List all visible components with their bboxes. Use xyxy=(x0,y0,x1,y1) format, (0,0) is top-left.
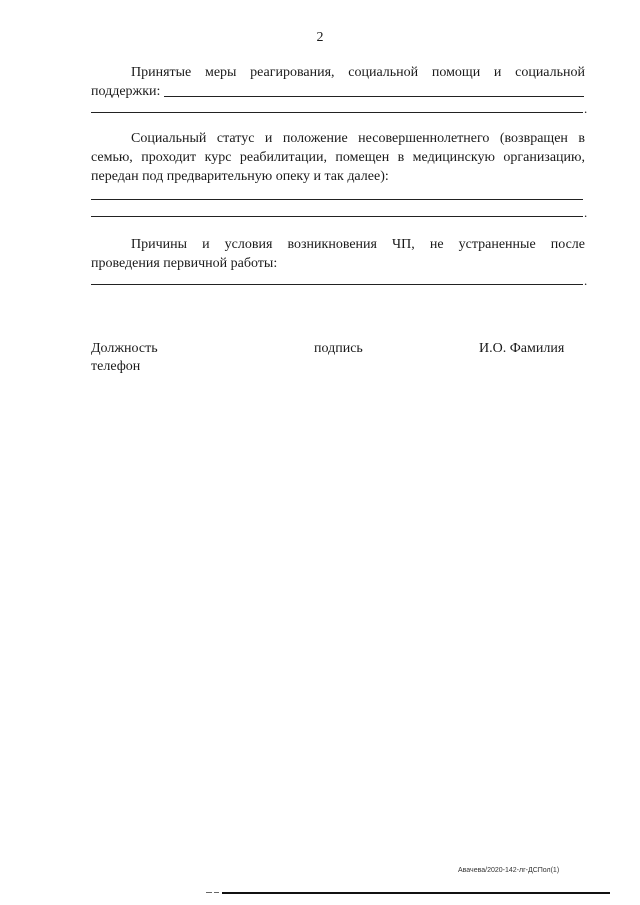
position-label: Должность xyxy=(91,341,158,356)
causes-end-mark: . xyxy=(584,273,588,288)
phone-label: телефон xyxy=(91,359,141,374)
full-name-label: И.О. Фамилия xyxy=(479,341,565,356)
causes-label: проведения первичной работы: xyxy=(91,256,278,271)
social-status-fill-line-1 xyxy=(91,199,583,200)
measures-fill-line-2 xyxy=(91,112,583,113)
measures-heading: Принятые меры реагирования, социальной помощи и социальной xyxy=(131,65,585,80)
causes-fill-line xyxy=(91,284,583,285)
footer-dash-1 xyxy=(206,892,212,893)
measures-end-mark: . xyxy=(584,101,588,116)
social-status-fill-line-2 xyxy=(91,216,583,217)
page-number: 2 xyxy=(316,30,324,45)
social-status-text: Социальный статус и положение несовершеннолетнего (возвращен в семью, проходит курс реабилитации, помещен в медицинскую организацию, передан под предварительную опеку и так далее): xyxy=(91,131,585,184)
causes-heading: Причины и условия возникновения ЧП, не устраненные после xyxy=(131,237,585,252)
footer-rule xyxy=(222,892,610,894)
document-code: Авачева/2020-142-лг-ДСПол(1) xyxy=(458,867,560,874)
signature-label: подпись xyxy=(314,341,363,356)
footer-dash-2 xyxy=(214,892,219,893)
measures-fill-line-1 xyxy=(164,96,584,97)
measures-label: поддержки: xyxy=(91,84,161,99)
social-status-end-mark: . xyxy=(584,205,588,220)
